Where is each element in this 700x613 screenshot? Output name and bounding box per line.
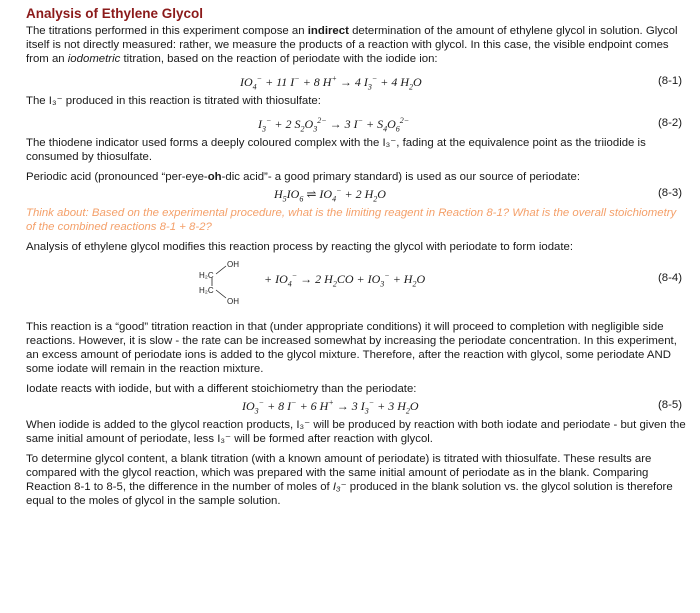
equation-8-1-number: (8-1) xyxy=(657,75,682,87)
determine-glycol-paragraph: To determine glycol content, a blank titration (with a known amount of periodate) is titrated with thiosulfate. These results are compared with the glycol reaction, which was prepared with the same initial amount of periodate as in the blank. Comparing Reaction 8-1 to 8-5, the difference in the number of moles of I₃⁻ produced in the blank solution vs. the glycol solution is therefore equal to the moles of glycol in the sample solution. xyxy=(26,453,673,507)
equation-8-5-number: (8-5) xyxy=(657,399,682,411)
glycol-h2c-bottom: H₂C xyxy=(199,286,214,295)
equation-8-3-expression: $H_5IO_6$ ⇌ $IO_4^- + 2$ $H_2O$ xyxy=(274,186,386,204)
iodate-paragraph: Iodate reacts with iodide, but with a different stoichiometry than the periodate: xyxy=(26,383,417,395)
glycol-oh-top: OH xyxy=(227,260,239,269)
glycol-oh-bottom: OH xyxy=(227,297,239,306)
equation-8-1-expression: $IO_4^- + 11$ I− + 8 H+ → 4 $I_3^- + 4$ $H_2O$ xyxy=(240,74,422,92)
equation-8-2 xyxy=(26,114,686,136)
triiodide-paragraph: The I₃⁻ produced in this reaction is titrated with thiosulfate: xyxy=(26,95,321,107)
equation-8-1 xyxy=(26,72,686,94)
thiodene-paragraph: The thiodene indicator used forms a deeply coloured complex with the I₃⁻, fading at the equivalence point as the triiodide is consumed by thiosulfate. xyxy=(26,137,646,163)
equation-8-4 xyxy=(26,254,686,310)
when-iodide-paragraph: When iodide is added to the glycol reaction products, I₃⁻ will be produced by reaction with both iodate and periodate - but given the same initial amount of periodate, less I₃⁻ will be formed after reaction with glycol. xyxy=(26,419,686,445)
good-titration-paragraph: This reaction is a “good” titration reaction in that (under appropriate conditions) it will proceed to completion with negligible side reactions. However, it is slow - the rate can be increased somewhat by increasing the periodate concentration. In this experiment, an excess amount of periodate ions is added to the glycol mixture. Therefore, after the reaction with glycol, some periodate AND some iodate will remain in the reaction mixture. xyxy=(26,321,677,375)
periodic-acid-paragraph: Periodic acid (pronounced “per-eye-oh-dic acid”- a good primary standard) is used as our source of periodate: xyxy=(26,171,580,183)
glycol-h2c-top: H₂C xyxy=(199,271,214,280)
equation-8-5-expression: $IO_3^- + 8$ I− + 6 H+ → 3 $I_3^- + 3$ $H_2O$ xyxy=(242,398,419,416)
section-title: Analysis of Ethylene Glycol xyxy=(26,6,204,21)
glycol-paragraph: Analysis of ethylene glycol modifies this reaction process by reacting the glycol with periodate to form iodate: xyxy=(26,241,574,253)
equation-8-2-number: (8-2) xyxy=(657,117,682,129)
document-page xyxy=(26,6,686,508)
equation-8-4-expression: + $IO_4^- \to 2$ $H_2CO + IO_3^- + H_2O$ xyxy=(264,271,426,289)
equation-8-3 xyxy=(26,184,686,206)
equation-8-2-expression: $I_3^- + 2$ $S_2O_3^{2-} \to 3$ $I^- + S_4O_6^{2-}$ xyxy=(258,116,410,134)
intro-paragraph: The titrations performed in this experiment compose an indirect determination of the amount of ethylene glycol in solution. Glycol itself is not directly measured: rather, we measure the products of a reaction with glycol. In this case, the visible endpoint comes from an iodometric titration, based on the reaction of periodate with the iodide ion: xyxy=(26,25,678,65)
equation-8-3-number: (8-3) xyxy=(657,187,682,199)
ethylene-glycol-structure xyxy=(196,256,256,308)
think-about-note: Think about: Based on the experimental procedure, what is the limiting reagent in Reaction 8-1? What is the overall stoichiometry of the combined reactions 8-1 + 8-2? xyxy=(26,207,677,233)
equation-8-5 xyxy=(26,396,686,418)
equation-8-4-number: (8-4) xyxy=(657,272,682,284)
